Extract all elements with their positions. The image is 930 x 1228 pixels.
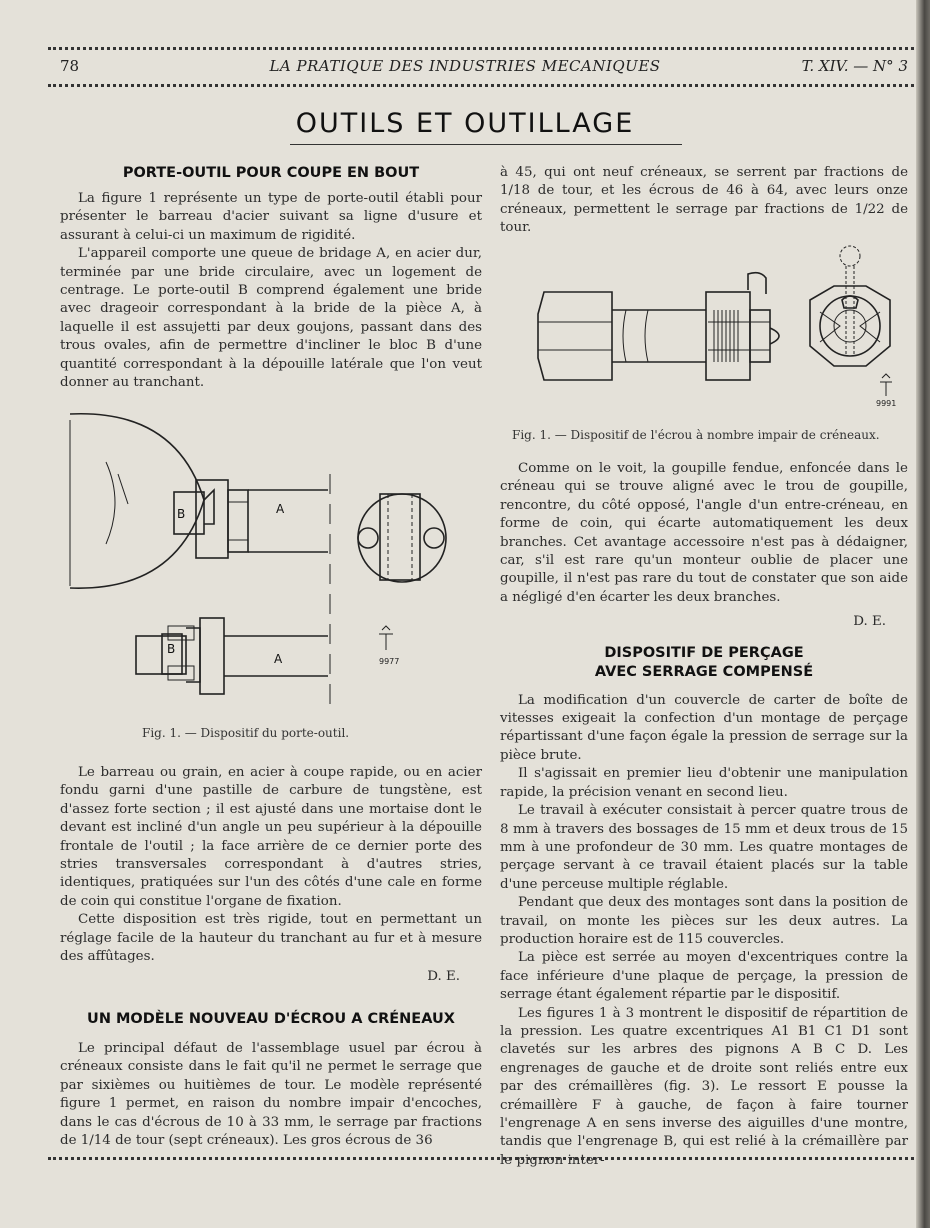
article-castle-nut-continued — [500, 460, 908, 1170]
footer-rule — [48, 1157, 914, 1160]
castle-nut-side — [706, 292, 750, 380]
article-title-line-2: AVEC SERRAGE COMPENSÉ — [594, 663, 814, 680]
article-tool-holder-continued — [60, 764, 482, 1150]
paragraph: Le principal défaut de l'assemblage usuel par écrou à créneaux consiste dans le fait qu'il ne permet le serrage que par sixièmes ou huitièmes de tour. Le modèle représenté figure 1 permet, en raison du nombre impair d'encoches, dans le cas d'écrous de 10 à 33 mm, le serrage par fractions de 1/14 de tour (sept créneaux). Les gros écrous de 36 — [60, 1040, 482, 1148]
article-title: PORTE-OUTIL POUR COUPE EN BOUT — [122, 165, 420, 181]
paragraph: Les figures 1 à 3 montrent le dispositif de répartition de la pression. Les quatre excentriques A1 B1 C1 D1 sont clavetés sur les arbres des pignons A B C D. Les engrenages de gauche et de droite sont reliés entre eux par des crémaillères (fig. 3). Le ressort E pousse la crémaillère F à gauche, de façon à faire tourner l'engrenage A en sens inverse des aiguilles d'une montre, tandis que l'engrenage B, qui est relié à la crémaillère par le pignon inter- — [500, 1005, 908, 1168]
paragraph: Comme on le voit, la goupille fendue, enfoncée dans le créneau qui se trouve aligné avec le trou de goupille, rencontre, du côté opposé, l'angle d'un entre-créneau, en forme de coin, qui écarte automatiquement les deux branches. Cet avantage accessoire n'est pas à dédaigner, car, s'il est rare qu'un monteur oublie de placer une goupille, il n'est pas rare du tout de constater que son aide a négligé d'en écarter les deux branches. — [500, 461, 908, 605]
paragraph: Le barreau ou grain, en acier à coupe rapide, ou en acier fondu garni d'une pastille de carbure de tungstène, est d'assez forte section ; il est ajusté dans une mortaise dont le devant est incliné d'un angle un peu supérieur à la dépouille frontale de l'outil ; la face arrière de ce dernier porte des stries transversales correspondant à d'autres stries, identiques, pratiquées sur l'un des côtés d'une cale en forme de coin qui constitue l'organe de fixation. — [60, 765, 482, 909]
article-title: UN MODÈLE NOUVEAU D'ÉCROU A CRÉNEAUX — [87, 1010, 455, 1027]
paragraph: à 45, qui ont neuf créneaux, se serrent par fractions de 1/18 de tour, et les écrous de 46 à 64, avec leurs onze créneaux, permettent le serrage par fractions de 1/22 de tour. — [500, 165, 908, 236]
figure-reference: 9991 — [876, 399, 897, 406]
tool-circular-flange — [70, 414, 204, 588]
tool-holder-figure — [66, 404, 476, 724]
paragraph: L'appareil comporte une queue de bridage A, en acier dur, terminée par une bride circulaire, avec un logement de centrage. Le porte-outil B comprend également une bride avec drageoir correspondant à la bride de la pièce A, à laquelle il est assujetti par deux goujons, passant dans des trous ovales, afin de permettre d'incliner le bloc B d'une quantité correspondant à la dépouille latérale que l'on veut donner au tranchant. — [60, 246, 482, 391]
label-a-bottom: A — [274, 652, 283, 666]
label-b-bottom: B — [167, 642, 176, 656]
journal-title: LA PRATIQUE DES INDUSTRIES MECANIQUES — [269, 57, 661, 75]
bolt-head — [538, 292, 612, 380]
article-signature: D. E. — [853, 614, 886, 630]
section-title: OUTILS ET OUTILLAGE — [295, 108, 635, 139]
castle-nut-end-view — [810, 286, 890, 366]
tool-block-b-bottom — [136, 636, 186, 674]
paragraph: La pièce est serrée au moyen d'excentriques contre la face inférieure d'une plaque de perçage, la pression de serrage étant également répartie par le dispositif. — [500, 950, 908, 1003]
split-pin-icon — [840, 246, 860, 266]
figure-reference: 9977 — [379, 657, 400, 666]
section-title-rule — [290, 144, 682, 145]
figure-caption: Fig. 1. — Dispositif de l'écrou à nombre impair de créneaux. — [512, 428, 880, 442]
end-view-flange — [358, 494, 446, 582]
header-top-rule — [48, 47, 914, 50]
figure-caption: Fig. 1. — Dispositif du porte-outil. — [142, 726, 350, 740]
paragraph: La modification d'un couvercle de carter de boîte de vitesses exigeait la confection d'un montage de perçage répartissant d'une façon égale la pression de serrage sur la pièce brute. — [500, 692, 908, 763]
book-spine-shadow — [916, 0, 930, 1228]
shank-a-top — [248, 490, 328, 552]
article-castle-nut — [500, 164, 908, 238]
paragraph: La figure 1 représente un type de porte-outil établi pour présenter le barreau d'acier suivant sa ligne d'usure et assurant à celui-ci un maximum de rigidité. — [60, 191, 482, 243]
page-number: 78 — [60, 57, 80, 75]
paragraph: Pendant que deux des montages sont dans la position de travail, on monte les pièces sur les deux autres. La production horaire est de 115 couvercles. — [500, 895, 908, 947]
label-a-top: A — [276, 502, 285, 516]
paragraph: Il s'agissait en premier lieu d'obtenir une manipulation rapide, la précision venant en second lieu. — [500, 766, 908, 800]
article-signature: D. E. — [427, 969, 460, 985]
label-b: B — [177, 507, 186, 521]
article-tool-holder — [60, 164, 482, 392]
bolt-shank — [612, 310, 706, 362]
article-title-line-1: DISPOSITIF DE PERÇAGE — [604, 644, 804, 661]
header-bottom-rule — [48, 84, 914, 87]
paragraph: Le travail à exécuter consistait à percer quatre trous de 8 mm à travers des bossages de 15 mm et deux trous de 15 mm à une profondeur de 30 mm. Les quatre montages de perçage servant à ce travail étaient placés sur la table d'une perceuse multiple réglable. — [500, 803, 908, 892]
castle-nut-figure — [520, 234, 910, 406]
volume-number: T. XIV. — N° 3 — [801, 57, 908, 75]
paragraph: Cette disposition est très rigide, tout en permettant un réglage facile de la hauteur du tranchant au fur et à mesure des affûtages. — [60, 912, 482, 965]
